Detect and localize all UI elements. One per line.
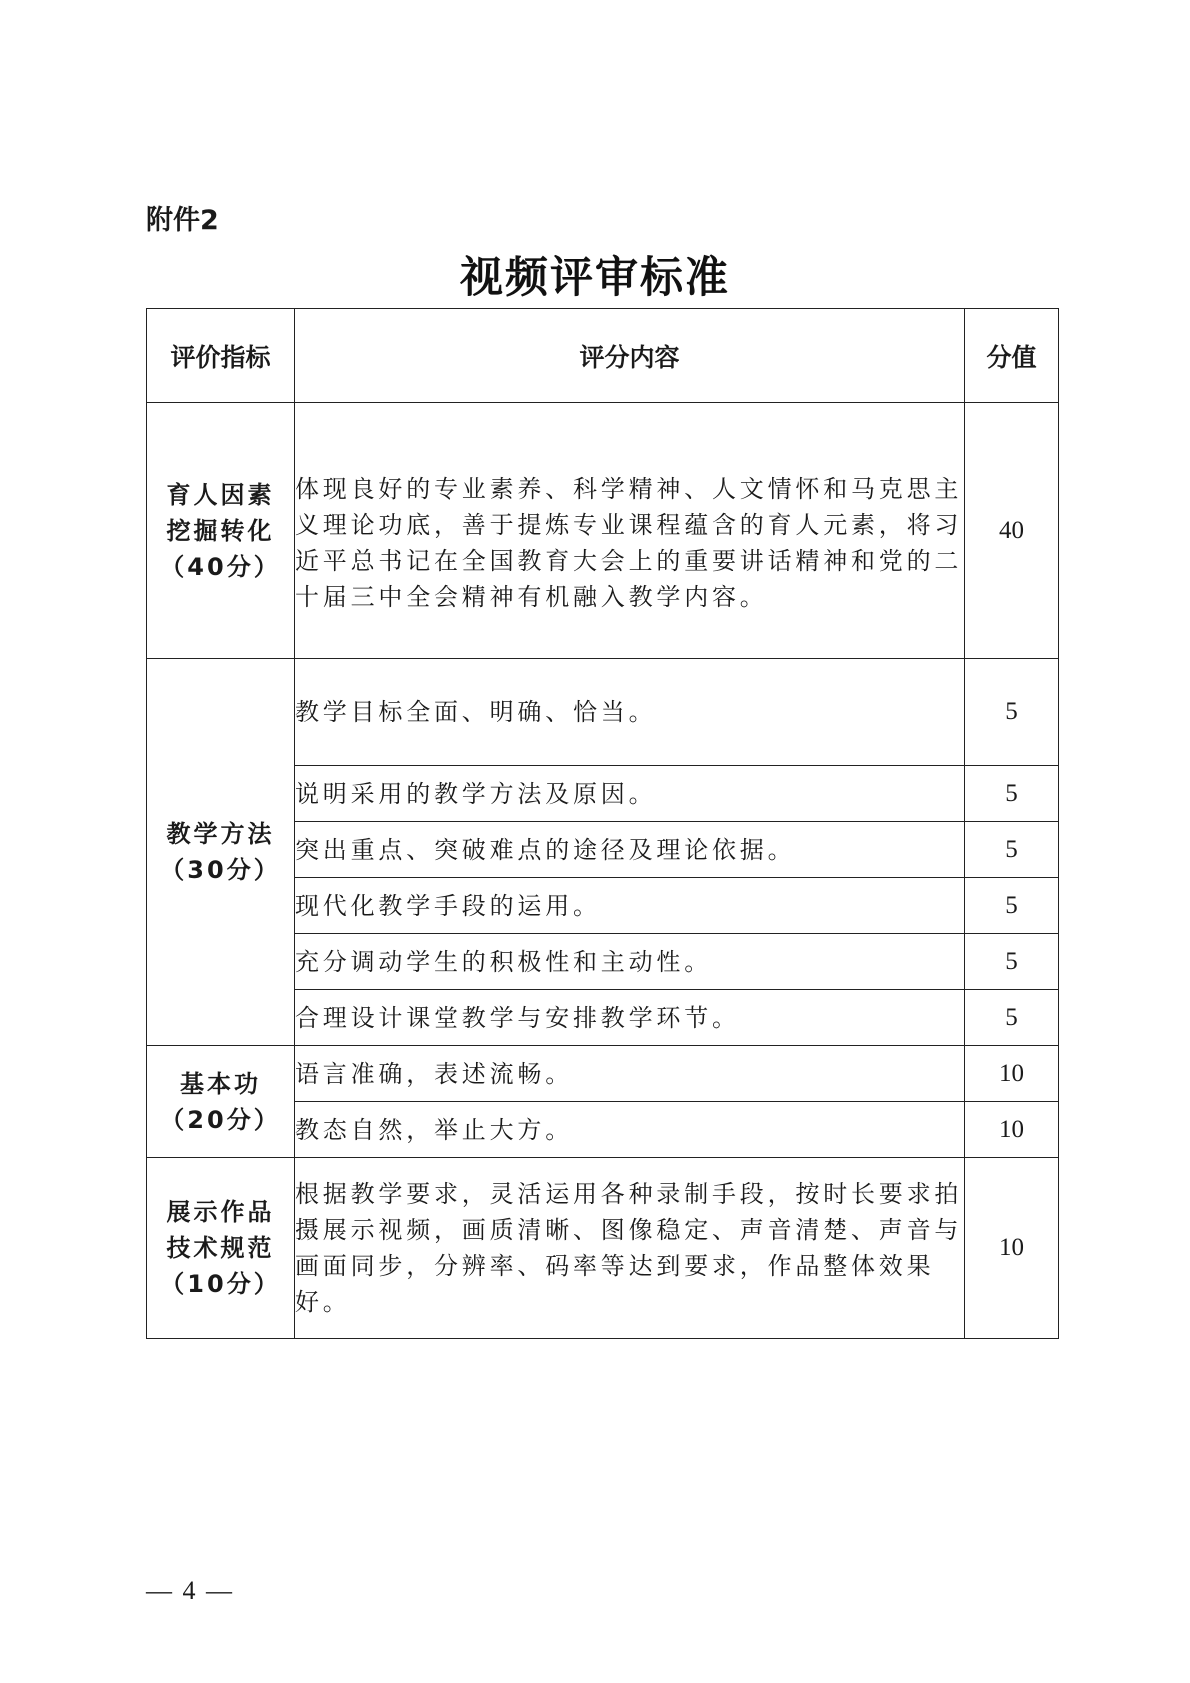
indicator-cell — [147, 403, 295, 659]
indicator-line: （20分） — [160, 1105, 281, 1134]
indicator-cell — [147, 1046, 295, 1158]
indicator-line: 挖掘转化 — [166, 516, 275, 545]
indicator-cell — [147, 1158, 295, 1339]
criteria-table — [146, 308, 1059, 1339]
score-cell: 5 — [965, 766, 1059, 822]
indicator-line: （40分） — [160, 552, 281, 581]
indicator-line: 教学方法 — [166, 820, 275, 848]
score-cell: 10 — [965, 1102, 1059, 1158]
content-cell: 根据教学要求，灵活运用各种录制手段，按时长要求拍摄展示视频，画质清晰、图像稳定、声音清楚、声音与画面同步，分辨率、码率等达到要求，作品整体效果好。 — [295, 1158, 965, 1339]
content-cell: 体现良好的专业素养、科学精神、人文情怀和马克思主义理论功底，善于提炼专业课程蕴含的育人元素，将习近平总书记在全国教育大会上的重要讲话精神和党的二十届三中全会精神有机融入教学内容。 — [295, 403, 965, 659]
table-row — [147, 1158, 1059, 1339]
content-cell: 教学目标全面、明确、恰当。 — [295, 659, 965, 766]
score-cell: 10 — [965, 1158, 1059, 1339]
content-cell: 教态自然，举止大方。 — [295, 1102, 965, 1158]
attachment-label: 附件2 — [146, 205, 219, 236]
score-cell: 5 — [965, 878, 1059, 934]
document-title: 视频评审标准 — [460, 253, 730, 303]
score-cell: 5 — [965, 934, 1059, 990]
score-cell: 5 — [965, 822, 1059, 878]
indicator-line: 基本功 — [180, 1069, 261, 1098]
content-cell: 现代化教学手段的运用。 — [295, 878, 965, 934]
indicator-line: （10分） — [160, 1270, 281, 1298]
indicator-line: 展示作品 — [166, 1198, 275, 1226]
indicator-cell — [147, 659, 295, 1046]
score-cell: 40 — [965, 403, 1059, 659]
indicator-line: 育人因素 — [166, 480, 275, 509]
content-cell: 语言准确，表述流畅。 — [295, 1046, 965, 1102]
content-cell: 充分调动学生的积极性和主动性。 — [295, 934, 965, 990]
header-indicator: 评价指标 — [147, 309, 295, 403]
header-score: 分值 — [965, 309, 1059, 403]
content-cell: 合理设计课堂教学与安排教学环节。 — [295, 990, 965, 1046]
score-cell: 10 — [965, 1046, 1059, 1102]
content-cell: 突出重点、突破难点的途径及理论依据。 — [295, 822, 965, 878]
score-cell: 5 — [965, 990, 1059, 1046]
table-row — [147, 403, 1059, 659]
page-number: — 4 — — [146, 1576, 234, 1605]
score-cell: 5 — [965, 659, 1059, 766]
table-row — [147, 659, 1059, 766]
content-cell: 说明采用的教学方法及原因。 — [295, 766, 965, 822]
indicator-line: 技术规范 — [166, 1234, 275, 1262]
table-header-row — [147, 309, 1059, 403]
header-content: 评分内容 — [295, 309, 965, 403]
table-row — [147, 1046, 1059, 1102]
indicator-line: （30分） — [160, 856, 281, 884]
